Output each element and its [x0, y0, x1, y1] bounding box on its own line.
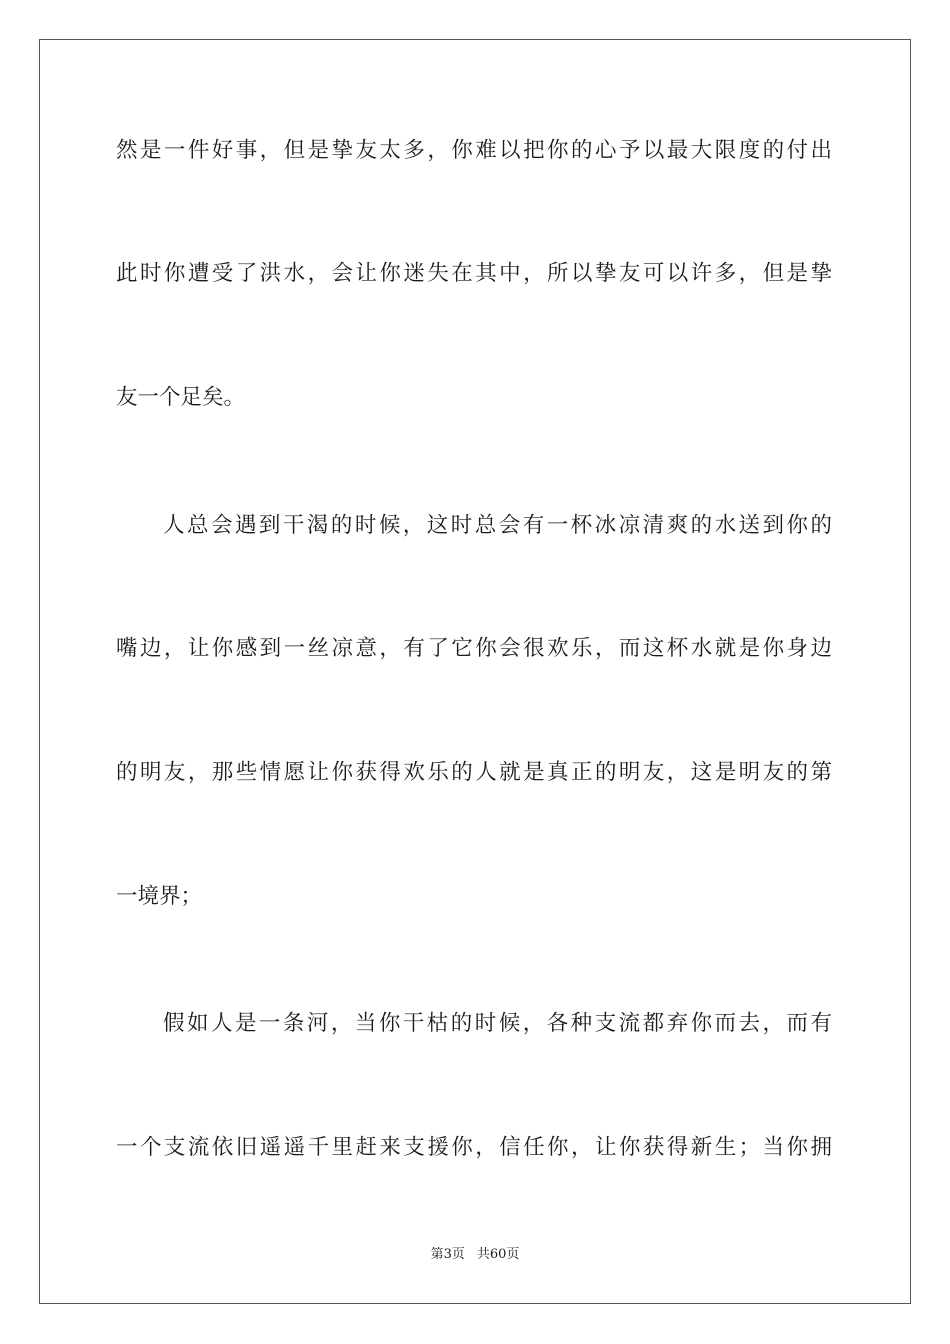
text-line-7: 一境界； — [116, 884, 203, 909]
text-line-2: 此时你遭受了洪水，会让你迷失在其中，所以挚友可以许多，但是挚 — [116, 261, 832, 286]
page-total: 共60页 — [476, 1247, 520, 1262]
text-line-3: 友一个足矣。 — [116, 385, 246, 410]
text-line-4: 人总会遇到干渴的时候，这时总会有一杯冰凉清爽的水送到你的 — [163, 513, 832, 538]
page-border — [39, 39, 911, 1304]
text-line-6: 的明友，那些情愿让你获得欢乐的人就是真正的明友，这是明友的第 — [116, 760, 832, 785]
page-footer — [0, 1246, 950, 1264]
text-line-1: 然是一件好事，但是挚友太多，你难以把你的心予以最大限度的付出 — [116, 138, 832, 163]
text-line-9: 一个支流依旧遥遥千里赶来支援你，信任你，让你获得新生；当你拥 — [116, 1135, 832, 1160]
text-line-8: 假如人是一条河，当你干枯的时候，各种支流都弃你而去，而有 — [163, 1011, 832, 1036]
page-number: 第3页 — [430, 1247, 465, 1262]
text-line-5: 嘴边，让你感到一丝凉意，有了它你会很欢乐，而这杯水就是你身边 — [116, 636, 832, 661]
